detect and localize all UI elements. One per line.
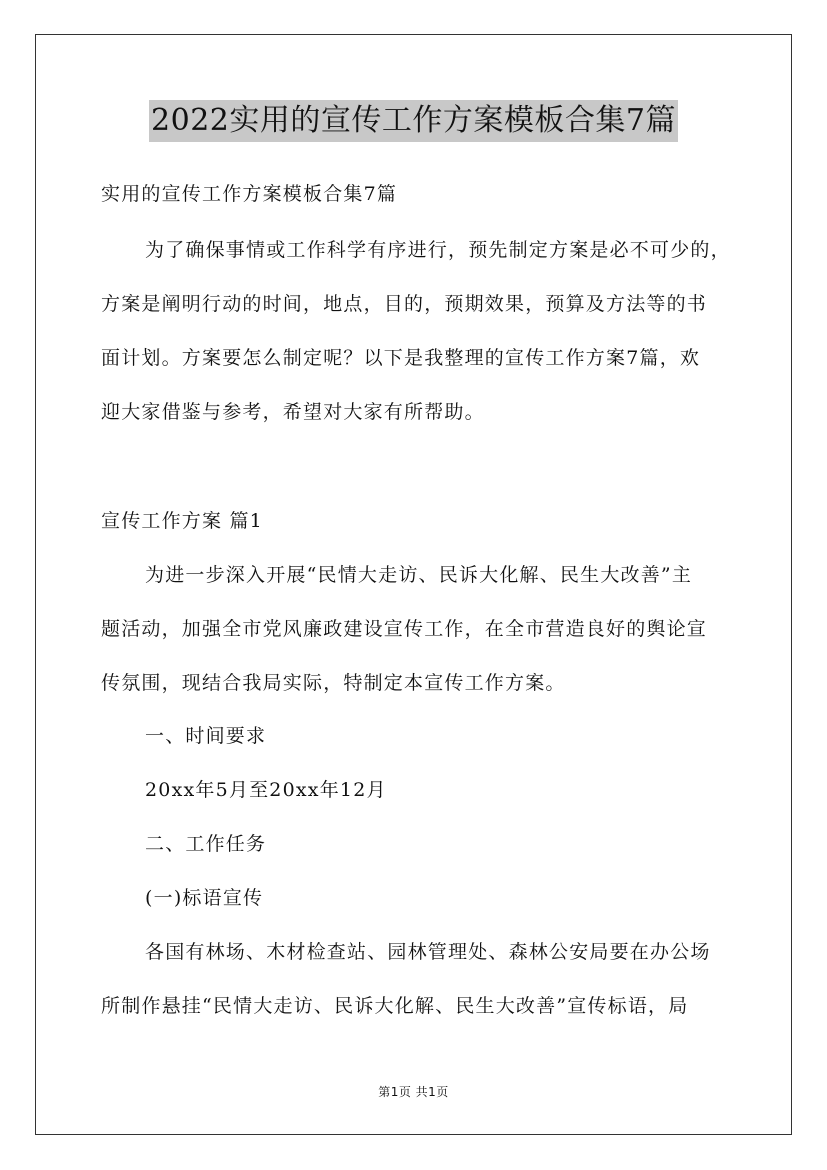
item-heading: (一)标语宣传 <box>145 887 264 909</box>
paragraph-line: 方案是阐明行动的时间，地点，目的，预期效果，预算及方法等的书 <box>101 293 708 315</box>
paragraph-line: 面计划。方案要怎么制定呢？以下是我整理的宣传工作方案7篇，欢 <box>101 347 701 369</box>
paragraph-line: 迎大家借鉴与参考，希望对大家有所帮助。 <box>101 401 485 423</box>
item-heading: 二、工作任务 <box>145 833 267 855</box>
paragraph-line: 为了确保事情或工作科学有序进行，预先制定方案是必不可少的， <box>145 239 731 261</box>
paragraph-line: 传氛围，现结合我局实际，特制定本宣传工作方案。 <box>101 672 566 694</box>
subtitle-line: 实用的宣传工作方案模板合集7篇 <box>101 183 398 205</box>
paragraph-line: 20xx年5月至20xx年12月 <box>145 779 387 801</box>
document-title: 2022实用的宣传工作方案模板合集7篇 <box>149 100 678 142</box>
paragraph-line: 题活动，加强全市党风廉政建设宣传工作，在全市营造良好的舆论宣 <box>101 618 708 640</box>
page-footer: 第1页 共1页 <box>378 1085 449 1099</box>
title-container <box>0 100 827 142</box>
section-heading: 宣传工作方案 篇1 <box>101 510 263 532</box>
paragraph-line: 所制作悬挂“民情大走访、民诉大化解、民生大改善”宣传标语，局 <box>101 995 689 1017</box>
paragraph-line: 各国有林场、木材检查站、园林管理处、森林公安局要在办公场 <box>145 941 711 963</box>
paragraph-line: 为进一步深入开展“民情大走访、民诉大化解、民生大改善”主 <box>145 564 693 586</box>
item-heading: 一、时间要求 <box>145 725 267 747</box>
